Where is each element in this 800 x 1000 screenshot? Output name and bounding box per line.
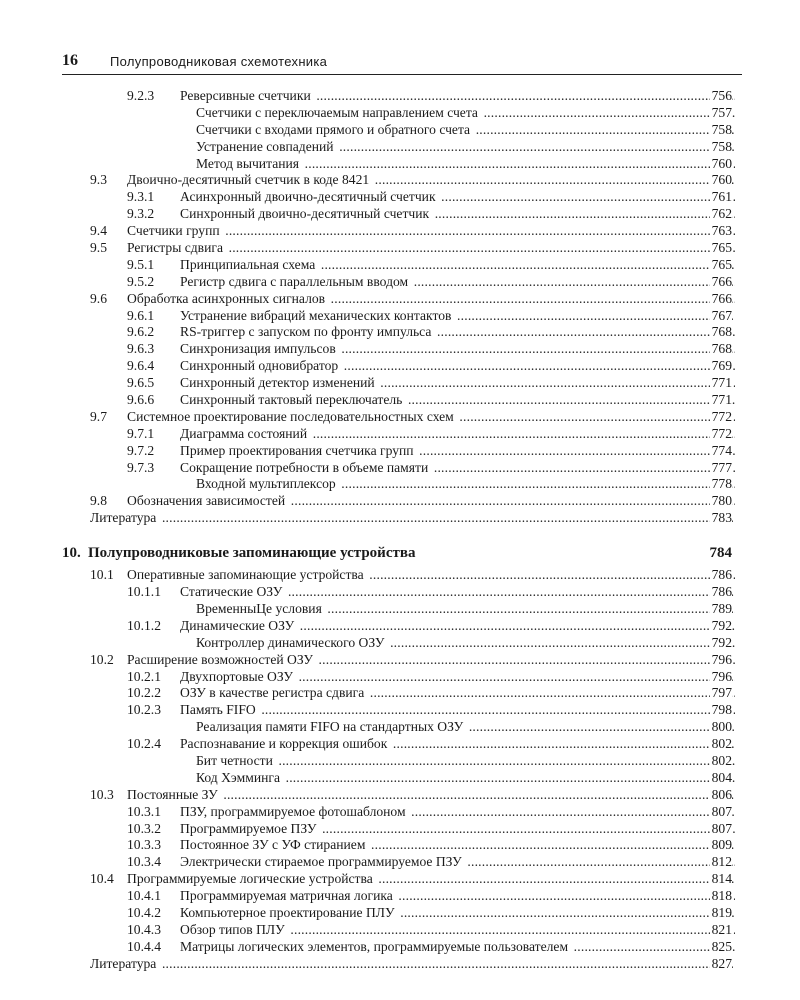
toc-entry-number: 10.1.2 <box>127 617 161 633</box>
toc-entry <box>0 618 800 635</box>
toc-entry-page: 756 <box>711 88 732 103</box>
toc-entry <box>0 341 800 358</box>
toc-entry-number: 10.2.2 <box>127 685 161 701</box>
toc-entry-title <box>196 719 735 736</box>
toc-entry-title <box>196 601 735 618</box>
toc-entry-page: 797 <box>711 685 732 701</box>
toc-entry-page: 760 <box>711 172 732 188</box>
toc-entry-page: 792 <box>711 617 732 633</box>
toc-entry-page: 802 <box>711 752 732 768</box>
toc-entry-title <box>127 787 735 804</box>
toc-entry-title-text: Память FIFO <box>180 702 256 718</box>
toc-entry-title-text: Постоянное ЗУ с УФ стиранием <box>180 837 366 853</box>
toc-entry-title <box>180 426 735 443</box>
toc-entry-page: 765 <box>711 256 732 272</box>
toc-entry-title-text: Реализация памяти FIFO на стандартных ОЗУ <box>196 719 464 735</box>
toc-entry-title-text: Компьютерное проектирование ПЛУ <box>180 904 395 920</box>
toc-entry-title-text: Матрицы логических элементов, программируемые пользователем <box>180 938 569 954</box>
toc-entry <box>0 939 800 956</box>
toc-entry <box>0 510 800 527</box>
toc-entry-number: 9.6 <box>90 290 107 306</box>
toc-entry-page: 768 <box>711 341 732 357</box>
toc-entry-page: 789 <box>711 600 732 616</box>
toc-entry-page: 809 <box>711 837 732 853</box>
toc-entry-page: 771 <box>711 375 732 391</box>
toc-entry-title <box>180 854 735 871</box>
toc-entry-number: 10.1 <box>90 567 114 583</box>
toc-entry-page: 763 <box>711 223 732 239</box>
toc-entry <box>0 291 800 308</box>
toc-entry-number: 10.4.4 <box>127 938 161 954</box>
toc-entry <box>0 669 800 686</box>
toc-entry <box>0 223 800 240</box>
toc-entry-number: 9.6.3 <box>127 341 155 357</box>
toc-entry-number: 10.2.3 <box>127 702 161 718</box>
toc-entry-title-text: Синхронный детектор изменений <box>180 375 375 391</box>
toc-entry <box>0 567 800 584</box>
toc-entry-number: 10.4.2 <box>127 904 161 920</box>
toc-entry-number: 10.3.3 <box>127 837 161 853</box>
toc-entry-title-text: ПЗУ, программируемое фотошаблоном <box>180 803 406 819</box>
toc-entry-title <box>180 888 735 905</box>
toc-entry-title <box>196 105 735 122</box>
toc-entry-title <box>180 837 735 854</box>
toc-entry-page: 804 <box>711 769 732 785</box>
toc-entry-title-text: Сокращение потребности в объеме памяти <box>180 459 429 475</box>
toc-entry-page: 757 <box>711 104 732 120</box>
toc-entry <box>0 652 800 669</box>
toc-entry-title-text: Программируемое ПЗУ <box>180 820 317 836</box>
toc-entry-title <box>180 618 735 635</box>
toc-entry-title-text: Постоянные ЗУ <box>127 786 218 802</box>
toc-entry-title-text: Регистры сдвига <box>127 240 223 256</box>
page-number: 16 <box>62 52 78 69</box>
toc-entry <box>0 206 800 223</box>
toc-entry-page: 777 <box>711 459 732 475</box>
toc-entry-title <box>127 567 735 584</box>
toc-entry <box>0 88 800 105</box>
toc-entry <box>0 156 800 173</box>
toc-entry <box>0 493 800 510</box>
toc-entry-page: 807 <box>711 820 732 836</box>
toc-entry-page: 768 <box>711 324 732 340</box>
toc-entry-page: 780 <box>711 493 732 509</box>
page-header <box>62 52 742 75</box>
toc-entry-title <box>90 956 735 973</box>
toc-entry-title <box>127 240 735 257</box>
toc-entry-number: 9.6.1 <box>127 307 155 323</box>
toc-entry-title-text: Код Хэмминга <box>196 769 281 785</box>
toc-entry-title-text: Бит четности <box>196 752 273 768</box>
toc-entry-title-text: Регистр сдвига с параллельным вводом <box>180 273 409 289</box>
toc-entry-title-text: Расширение возможностей ОЗУ <box>127 651 313 667</box>
toc-entry <box>0 460 800 477</box>
toc-entry-page: 800 <box>711 719 732 735</box>
toc-entry-title <box>180 257 735 274</box>
toc-entry-number: 9.5.2 <box>127 273 155 289</box>
toc-entry-title <box>180 922 735 939</box>
toc-entry <box>0 635 800 652</box>
toc-entry <box>0 787 800 804</box>
toc-entry-number: 9.8 <box>90 493 107 509</box>
toc-entry-page: 819 <box>711 904 732 920</box>
toc-entry-page: 766 <box>711 290 732 306</box>
toc-entry-number: 9.7 <box>90 408 107 424</box>
toc-entry <box>0 804 800 821</box>
toc-entry-title-text: Реверсивные счетчики <box>180 88 311 103</box>
toc-entry <box>0 358 800 375</box>
toc-entry-title-text: Системное проектирование последовательностных схем <box>127 408 454 424</box>
toc-entry <box>0 584 800 601</box>
toc-entry-title <box>127 871 735 888</box>
toc-entry-number: 9.3 <box>90 172 107 188</box>
toc-entry-number: 10.1.1 <box>127 584 161 600</box>
toc-entry-title-text: Распознавание и коррекция ошибок <box>180 736 388 752</box>
toc-entry <box>0 392 800 409</box>
toc-entry-title-text: Принципиальная схема <box>180 256 316 272</box>
toc-entry <box>0 105 800 122</box>
toc-entry-title <box>180 821 735 838</box>
toc-entry <box>0 122 800 139</box>
toc-entry <box>0 685 800 702</box>
toc-entry-title <box>127 652 735 669</box>
toc-entry <box>0 956 800 973</box>
toc-entry-title <box>127 223 735 240</box>
toc-entry-title-text: Динамические ОЗУ <box>180 617 295 633</box>
toc-entry-title-text: Синхронный двоично-десятичный счетчик <box>180 206 430 222</box>
toc-entry-number: 9.5.1 <box>127 256 155 272</box>
toc-entry-page: 762 <box>711 206 732 222</box>
toc-entry-title <box>196 770 735 787</box>
toc-entry <box>0 821 800 838</box>
toc-entry-title-text: RS-триггер с запуском по фронту импульса <box>180 324 432 340</box>
toc-entry-number: 9.7.2 <box>127 442 155 458</box>
toc-entry-title <box>196 139 735 156</box>
toc-entry-number: 9.6.6 <box>127 392 155 408</box>
toc-entry-title-text: Двухпортовые ОЗУ <box>180 668 293 684</box>
toc-entry-title-text: Программируемая матричная логика <box>180 888 393 904</box>
toc-entry-page: 783 <box>711 510 732 526</box>
toc-entry-number: 9.7.1 <box>127 425 155 441</box>
toc-entry-page: 827 <box>711 955 732 971</box>
toc-entry-page: 769 <box>711 358 732 374</box>
toc-entry-page: 758 <box>711 138 732 154</box>
toc-entry <box>0 308 800 325</box>
toc-entry <box>0 736 800 753</box>
toc-entry-title-text: Электрически стираемое программируемое ПЗУ <box>180 854 462 870</box>
toc-entry-page: 761 <box>711 189 732 205</box>
toc-entry-number: 9.5 <box>90 240 107 256</box>
toc-entry-title-text: Счетчики групп <box>127 223 220 239</box>
toc-entry-page: 818 <box>711 888 732 904</box>
toc-entry-title <box>180 358 735 375</box>
toc-entry-page: 772 <box>711 425 732 441</box>
toc-entry-title-text: Литература <box>90 510 157 526</box>
toc-entry-page: 767 <box>711 307 732 323</box>
toc-entry-title-text: Синхронный тактовый переключатель <box>180 392 403 408</box>
toc-entry-page: 772 <box>711 408 732 424</box>
toc-entry-number: 10.3 <box>90 786 114 802</box>
toc-entry-page: 796 <box>711 651 732 667</box>
toc-entry-title <box>90 510 735 527</box>
toc-entry-title <box>180 88 735 105</box>
toc-entry-title <box>196 476 735 493</box>
toc-entry-title <box>180 669 735 686</box>
toc-entry-number: 9.3.1 <box>127 189 155 205</box>
toc-entry-page: 784 <box>709 545 732 562</box>
toc-entry-title <box>127 172 735 189</box>
toc-entry <box>0 476 800 493</box>
toc-entry <box>0 240 800 257</box>
toc-entry-page: 798 <box>711 702 732 718</box>
toc-entry-page: 802 <box>711 736 732 752</box>
toc-entry <box>0 922 800 939</box>
toc-entry-title-text: Устранение вибраций механических контактов <box>180 307 452 323</box>
toc-entry <box>0 443 800 460</box>
toc-entry <box>0 257 800 274</box>
toc-entry-title <box>180 736 735 753</box>
toc-entry <box>0 426 800 443</box>
toc-entry-number: 9.6.4 <box>127 358 155 374</box>
toc-entry-number: 10.3.1 <box>127 803 161 819</box>
toc-entry <box>0 719 800 736</box>
toc-entry-title-text: Диаграмма состояний <box>180 425 308 441</box>
toc-entry <box>0 172 800 189</box>
toc-entry-number: 9.6.5 <box>127 375 155 391</box>
toc-entry-number: 9.6.2 <box>127 324 155 340</box>
toc-entry-page: 771 <box>711 392 732 408</box>
toc-entry-page: 806 <box>711 786 732 802</box>
toc-entry-title <box>180 308 735 325</box>
toc-entry-page: 765 <box>711 240 732 256</box>
toc-entry-title <box>180 460 735 477</box>
toc-entry-number: 10.4.1 <box>127 888 161 904</box>
toc-entry-number: 9.3.2 <box>127 206 155 222</box>
toc-entry <box>0 854 800 871</box>
toc-entry <box>0 753 800 770</box>
toc-entry-title-text: ВременныЦе условия <box>196 600 322 616</box>
toc-entry-page: 778 <box>711 476 732 492</box>
toc-entry-title <box>180 189 735 206</box>
toc-entry-title <box>196 753 735 770</box>
toc-entry-number: 9.4 <box>90 223 107 239</box>
toc-entry-title-text: Пример проектирования счетчика групп <box>180 442 414 458</box>
toc-entry-title-text: Асинхронный двоично-десятичный счетчик <box>180 189 436 205</box>
toc-entry-title <box>180 685 735 702</box>
toc-entry-number: 10.2.4 <box>127 736 161 752</box>
toc-entry <box>0 189 800 206</box>
toc-entry-title <box>180 584 735 601</box>
toc-entry-title-text: Счетчики с входами прямого и обратного счета <box>196 121 471 137</box>
toc-entry-title <box>180 702 735 719</box>
toc-entry-page: 786 <box>711 567 732 583</box>
toc-entry <box>0 274 800 291</box>
toc-entry-number: 10.2.1 <box>127 668 161 684</box>
toc-entry-page: 825 <box>711 938 732 954</box>
toc-entry-page: 760 <box>711 155 732 171</box>
toc-entry <box>0 702 800 719</box>
toc-entry-title-text: Литература <box>90 955 157 971</box>
toc-entry-title-text: Двоично-десятичный счетчик в коде 8421 <box>127 172 370 188</box>
toc-entry-page: 766 <box>711 273 732 289</box>
toc-entry-title-text: Синхронный одновибратор <box>180 358 339 374</box>
toc-entry-title <box>196 156 735 173</box>
toc-entry-title <box>180 324 735 341</box>
toc-entry-page: 792 <box>711 634 732 650</box>
toc-entry-page: 774 <box>711 442 732 458</box>
toc-entry-title <box>180 274 735 291</box>
toc-entry-title-text: Обзор типов ПЛУ <box>180 921 285 937</box>
toc-entry-title <box>88 543 735 563</box>
toc-entry-title <box>180 804 735 821</box>
toc-entry-number: 10.3.2 <box>127 820 161 836</box>
toc-entry <box>0 871 800 888</box>
toc-entry-title <box>180 939 735 956</box>
toc-entry-title <box>127 493 735 510</box>
toc-chapter-entry <box>0 543 800 563</box>
toc-entry <box>0 770 800 787</box>
toc-entry-title <box>196 122 735 139</box>
toc-entry-page: 814 <box>711 871 732 887</box>
toc-entry <box>0 409 800 426</box>
toc-entry-title-text: Статические ОЗУ <box>180 584 283 600</box>
toc-entry-title <box>127 291 735 308</box>
toc-entry-title-text: Счетчики с переключаемым направлением счета <box>196 104 478 120</box>
toc-entry-number: 10.2 <box>90 651 114 667</box>
toc-entry-title-text: Обработка асинхронных сигналов <box>127 290 326 306</box>
toc-entry <box>0 837 800 854</box>
toc-entry <box>0 324 800 341</box>
toc-entry-number: 10.4.3 <box>127 921 161 937</box>
toc-entry-title <box>180 375 735 392</box>
toc-entry-number: 10.4 <box>90 871 114 887</box>
toc-entry <box>0 905 800 922</box>
toc-entry-title-text: Метод вычитания <box>196 155 300 171</box>
toc-entry-page: 807 <box>711 803 732 819</box>
toc-entry-title <box>180 392 735 409</box>
toc-entry-title <box>180 206 735 223</box>
toc-entry-page: 758 <box>711 121 732 137</box>
toc-entry-page: 796 <box>711 668 732 684</box>
toc-entry-title-text: Полупроводниковые запоминающие устройства <box>88 545 416 562</box>
toc-entry-title-text: ОЗУ в качестве регистра сдвига <box>180 685 365 701</box>
toc-entry <box>0 601 800 618</box>
toc-entry-page: 821 <box>711 921 732 937</box>
toc-entry-title-text: Входной мультиплексор <box>196 476 336 492</box>
toc-entry-page: 786 <box>711 584 732 600</box>
toc-entry-title <box>196 635 735 652</box>
table-of-contents <box>0 88 800 973</box>
toc-entry-number: 10. <box>62 545 81 562</box>
toc-entry <box>0 888 800 905</box>
toc-entry-title-text: Программируемые логические устройства <box>127 871 373 887</box>
toc-entry-title <box>127 409 735 426</box>
toc-entry-title <box>180 905 735 922</box>
toc-entry-title-text: Обозначения зависимостей <box>127 493 286 509</box>
toc-entry-page: 812 <box>711 854 732 870</box>
toc-entry-title-text: Синхронизация импульсов <box>180 341 336 357</box>
toc-entry-title-text: Контроллер динамического ОЗУ <box>196 634 385 650</box>
toc-entry-title-text: Устранение совпадений <box>196 138 334 154</box>
toc-entry <box>0 139 800 156</box>
toc-entry <box>0 375 800 392</box>
toc-entry-number: 10.3.4 <box>127 854 161 870</box>
toc-entry-number: 9.2.3 <box>127 88 155 103</box>
toc-entry-title <box>180 341 735 358</box>
toc-entry-title-text: Оперативные запоминающие устройства <box>127 567 364 583</box>
running-title: Полупроводниковая схемотехника <box>110 54 328 69</box>
toc-entry-number: 9.7.3 <box>127 459 155 475</box>
toc-entry-title <box>180 443 735 460</box>
